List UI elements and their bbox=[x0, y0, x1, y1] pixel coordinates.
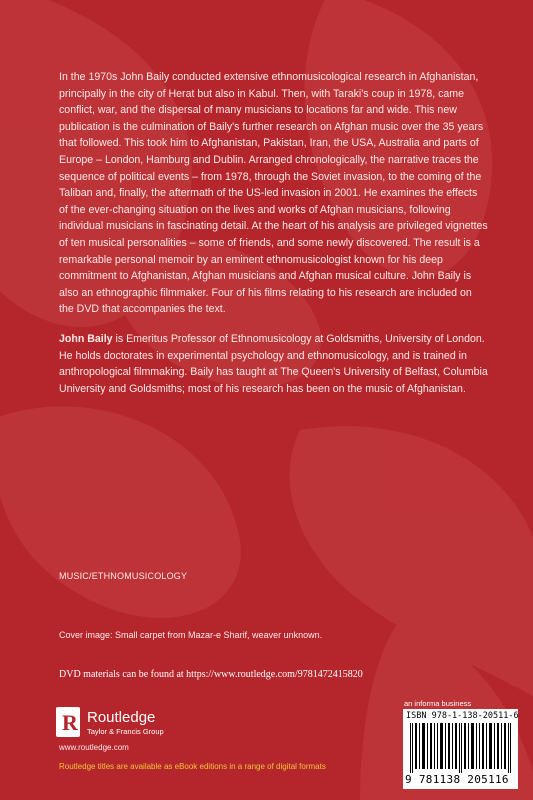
ebook-note: Routledge titles are available as eBook editions in a range of digital formats bbox=[59, 762, 326, 771]
isbn-label: ISBN 978-1-138-20511-6 bbox=[406, 711, 519, 721]
publisher-group: Taylor & Francis Group bbox=[87, 727, 164, 736]
publisher-website: www.routledge.com bbox=[59, 743, 129, 752]
cover-image-credit: Cover image: Small carpet from Mazar-e Sharif, weaver unknown. bbox=[59, 630, 323, 640]
barcode-block bbox=[403, 709, 518, 789]
description-paragraph: In the 1970s John Baily conducted extensive ethnomusicological research in Afghanistan, principally in the city of Herat but also in Kabul. Then, with Taraki's coup in 1978, came conflict, war, and the dispersal of many musicians to locations far and wide. This new publication is the culmination of Baily's further research on Afghan music over the 35 years that followed. This took him to Afghanistan, Pakistan, Iran, the USA, Australia and parts of Europe – London, Hamburg and Dublin. Arranged chronologically, the narrative traces the sequence of political events – from 1978, through the Soviet invasion, to the coming of the Taliban and, finally, the aftermath of the US-led invasion in 2001. He examines the effects of the ever-changing situation on the lives and works of Afghan musicians, following individual musicians in fascinating detail. At the heart of his analysis are privileged vignettes of ten musical personalities – some of friends, and some newly discovered. The result is a remarkable personal memoir by an eminent ethnomusicologist known for his deep commitment to Afghanistan, Afghan musicians and Afghan musical culture. John Baily is also an ethnographic filmmaker. Four of his films relating to his research are included on the DVD that accompanies the text. bbox=[59, 71, 488, 316]
informa-tagline: an informa business bbox=[404, 699, 472, 708]
back-cover-blurb bbox=[59, 69, 489, 410]
publisher-logo bbox=[56, 707, 226, 737]
barcode-icon bbox=[410, 723, 512, 773]
routledge-mark-icon: R bbox=[56, 707, 80, 737]
publisher-name: Routledge bbox=[87, 709, 156, 726]
dvd-materials-note: DVD materials can be found at https://www.routledge.com/9781472415820 bbox=[59, 669, 363, 680]
barcode-number: 9 781138 205116 bbox=[405, 773, 509, 786]
author-name: John Baily bbox=[59, 332, 113, 345]
author-bio bbox=[59, 331, 489, 397]
subject-category: MUSIC/ETHNOMUSICOLOGY bbox=[59, 571, 188, 581]
author-bio-text: is Emeritus Professor of Ethnomusicology at Goldsmiths, University of London. He holds doctorates in experimental psychology and ethnomusicology, and is trained in anthropological filmmaking. Baily has taught at The Queen's University of Belfast, Columbia University and Goldsmiths; most of his research has been on the music of Afghanistan. bbox=[59, 332, 488, 395]
